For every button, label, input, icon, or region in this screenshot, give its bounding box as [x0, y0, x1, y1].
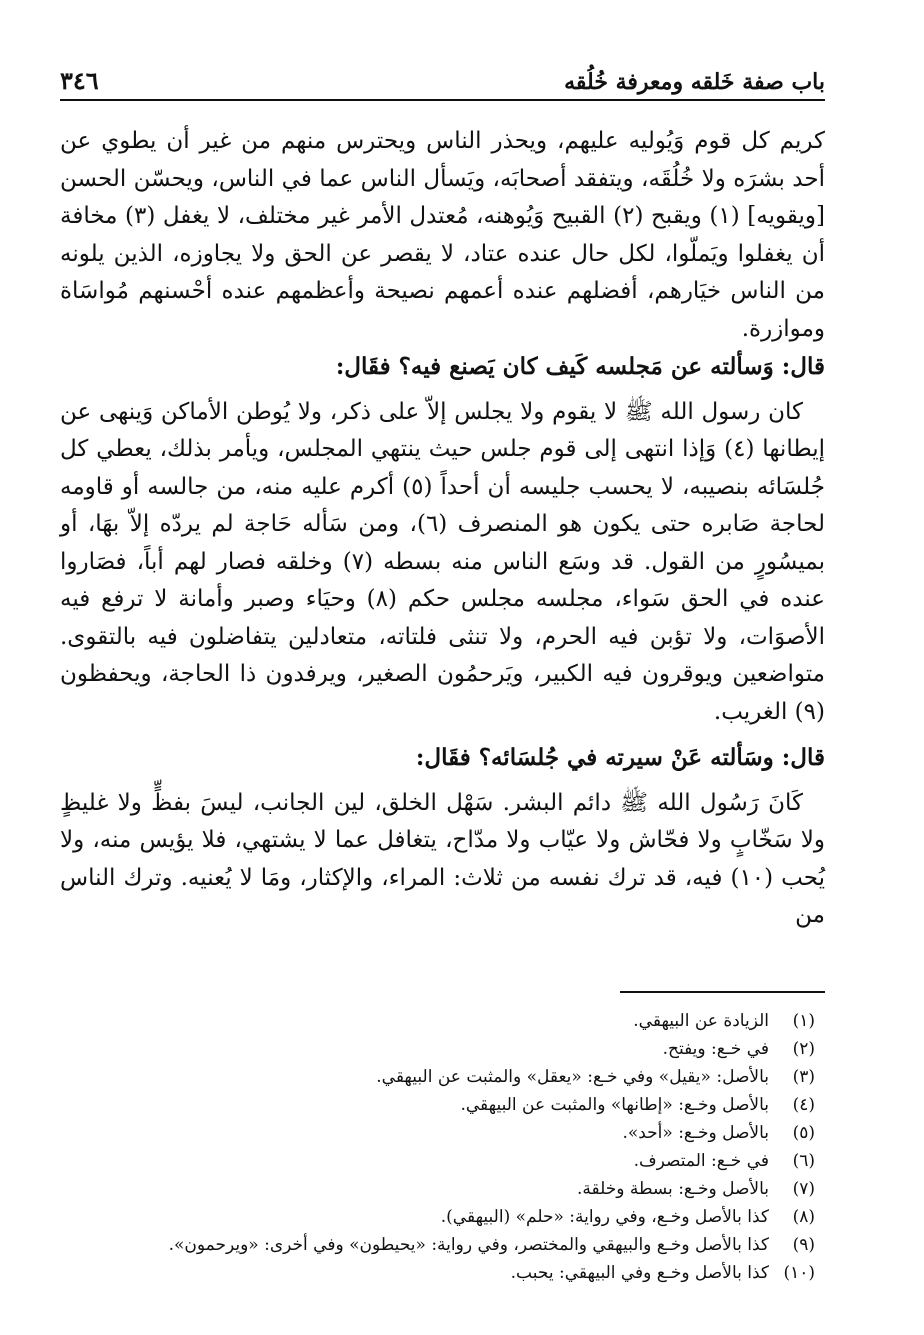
- footnote: [60, 1007, 825, 1035]
- paragraph-2: كان رسول الله ﷺ لا يقوم ولا يجلس إلاّ على ذكر، ولا يُوطن الأماكن وَينهى عن إيطانها (٤) وَإذا انتهى إلى قوم جلس حيث ينتهي المجلس، ويأمر بذلك، يعطي كل جُلسَائه بنصيبه، لا يحسب جليسه أن أحداً (٥) أكرم عليه منه، من جالسه أو قاومه لحاجة صَابره حتى يكون هو المنصرف (٦)، ومن سَأله حَاجة لم يردّه إلاّ بهَا، أو بميسُورٍ من القول. قد وسَع الناس منه بسطه (٧) وخلقه فصار لهم أباً، فصَاروا عنده في الحق سَواء، مجلسه مجلس حكم (٨) وحيَاء وصبر وأمانة لا ترفع فيه الأصوَات، ولا تؤبن فيه الحرم، ولا تنثى فلتاته، متعادلين يتفاضلون فيه بالتقوى. متواضعين ويوقرون فيه الكبير، ويَرحمُون الصغير، ويرفدون ذا الحاجة، ويحفظون (٩) الغريب.: [60, 398, 825, 725]
- footnote: [60, 1231, 825, 1259]
- footnote-text: في خـع: المتصرف.: [633, 1150, 769, 1171]
- footnote: [60, 1035, 825, 1063]
- paragraph-3: كَانَ رَسُول الله ﷺ دائم البشر. سَهْل الخلق، لين الجانب، ليسَ بفظٍّ ولا غليظٍ ولا سَخّابٍ ولا فحّاش ولا عيّاب ولا مدّاح، يتغافل عما لا يشتهي، فلا يؤيس منه، ولا يُحب (١٠) فيه، قد ترك نفسه من ثلاث: المراء، والإكثار، ومَا لا يُعنيه. وترك الناس من: [60, 789, 825, 928]
- footnote-text: كذا بالأصل وخـع، وفي رواية: «حلم» (البيهقي).: [440, 1206, 769, 1227]
- footnote-text: كذا بالأصل وخـع وفي البيهقي: يحبب.: [510, 1262, 769, 1283]
- footnote-number: (٥): [792, 1122, 815, 1143]
- footnote-number: (٤): [792, 1094, 815, 1115]
- question-heading-2: قال: وسَألته عَنْ سيرته في جُلسَائه؟ فقَال:: [415, 744, 825, 771]
- footnote: [60, 1175, 825, 1203]
- question-heading-1: قال: وَسألته عن مَجلسه كَيف كان يَصنع فيه؟ فقَال:: [335, 353, 825, 380]
- page-header: [60, 55, 825, 101]
- footnote-rule: [620, 991, 825, 993]
- book-page: [60, 55, 825, 1287]
- footnote: [60, 1147, 825, 1175]
- footnote-number: (٩): [792, 1234, 815, 1255]
- footnote-text: الزيادة عن البيهقي.: [633, 1010, 769, 1031]
- footnote-text: بالأصل وخـع: «إطانها» والمثبت عن البيهقي.: [460, 1094, 769, 1115]
- footnote-number: (٧): [792, 1178, 815, 1199]
- footnotes: [60, 1007, 825, 1287]
- footnote: [60, 1091, 825, 1119]
- footnote-number: (٢): [792, 1038, 815, 1059]
- footnote: [60, 1119, 825, 1147]
- footnote: [60, 1063, 825, 1091]
- page-number: ٣٤٦: [60, 66, 99, 95]
- footnote-number: (٦): [792, 1150, 815, 1171]
- main-text: [60, 123, 825, 935]
- paragraph-1: كريم كل قوم وَيُوليه عليهم، ويحذر الناس ويحترس منهم من غير أن يطوي عن أحد بشرَه ولا خُلُقَه، ويتفقد أصحابَه، ويَسأل الناس عما في الناس، ويحسّن الحسن [ويقويه] (١) ويقبح (٢) القبيح وَيُوهنه، مُعتدل الأمر غير مختلف، لا يغفل (٣) مخافة أن يغفلوا ويَملّوا، لكل حال عنده عتاد، لا يقصر عن الحق ولا يجاوزه، الذين يلونه من الناس خيَارهم، أفضلهم عنده أعمهم نصيحة وأعظمهم عنده أحْسنهم مُواسَاة وموازرة.: [60, 128, 825, 342]
- footnote: [60, 1259, 825, 1287]
- running-title: باب صفة خَلقه ومعرفة خُلُقه: [564, 69, 825, 95]
- footnote-text: بالأصل وخـع: بسطة وخلقة.: [576, 1178, 769, 1199]
- footnote: [60, 1203, 825, 1231]
- footnote-text: بالأصل: «يقيل» وفي خـع: «يعقل» والمثبت عن البيهقي.: [376, 1066, 769, 1087]
- footnote-text: بالأصل وخـع: «أحد».: [622, 1122, 769, 1143]
- footnote-number: (١): [792, 1010, 815, 1031]
- footnote-number: (١٠): [783, 1262, 815, 1283]
- footnote-number: (٨): [792, 1206, 815, 1227]
- footnote-number: (٣): [792, 1066, 815, 1087]
- footnote-text: كذا بالأصل وخـع والبيهقي والمختصر، وفي رواية: «يحيطون» وفي أخرى: «ويرحمون».: [168, 1234, 769, 1255]
- footnote-text: في خـع: ويفتح.: [662, 1038, 769, 1059]
